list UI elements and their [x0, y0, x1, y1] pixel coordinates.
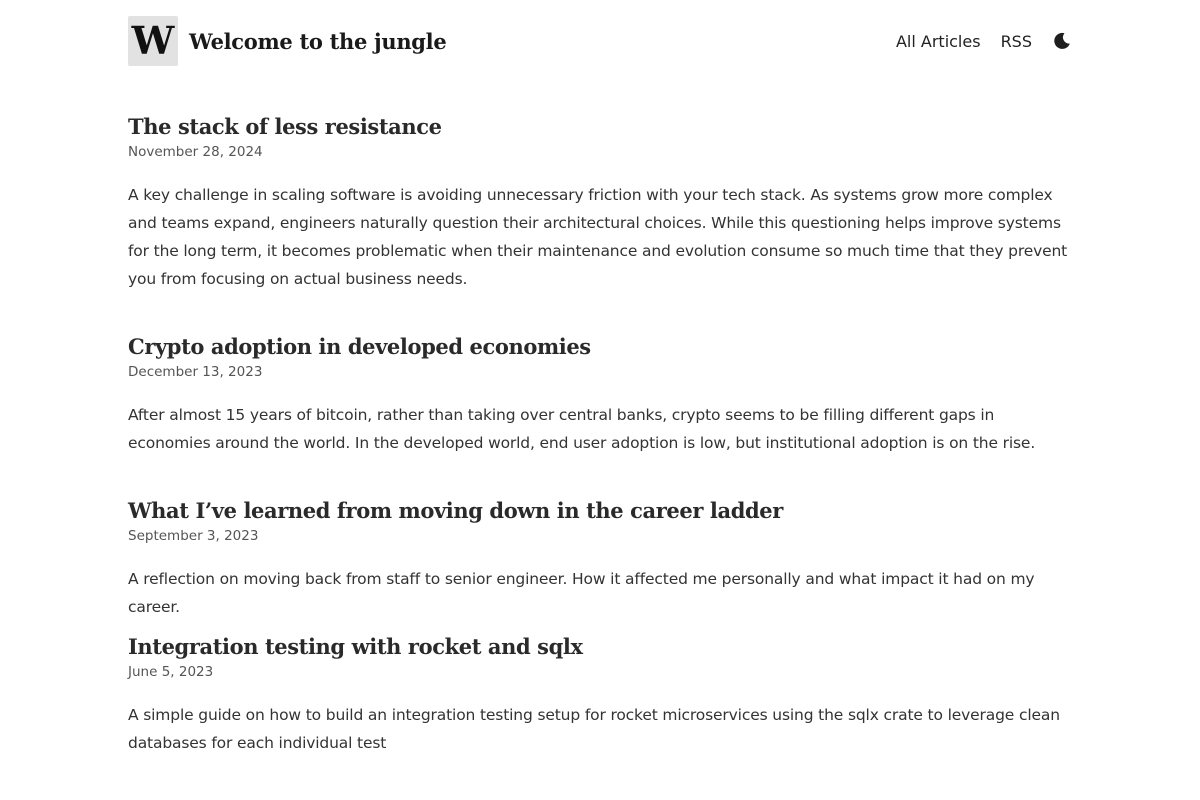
- theme-toggle-button[interactable]: [1052, 31, 1072, 51]
- article-item: [128, 633, 1072, 763]
- article-title-link[interactable]: Crypto adoption in developed economies: [128, 334, 591, 359]
- article-date: September 3, 2023: [128, 528, 259, 544]
- article-title-link[interactable]: What I’ve learned from moving down in the career ladder: [128, 498, 783, 523]
- article-title: [128, 497, 1072, 525]
- article-date: November 28, 2024: [128, 144, 263, 160]
- site-header: [128, 0, 1072, 82]
- article-item: [128, 113, 1072, 333]
- article-date: June 5, 2023: [128, 664, 214, 680]
- nav-all-articles[interactable]: All Articles: [895, 31, 981, 51]
- article-list: [128, 82, 1072, 763]
- site-logo: W: [128, 16, 178, 66]
- nav-rss[interactable]: RSS: [1000, 31, 1032, 51]
- article-item: [128, 497, 1072, 633]
- moon-icon: [1053, 32, 1071, 50]
- article-title-link[interactable]: Integration testing with rocket and sqlx: [128, 634, 583, 659]
- article-date: December 13, 2023: [128, 364, 263, 380]
- home-link[interactable]: [128, 16, 446, 66]
- article-item: [128, 333, 1072, 497]
- article-title: [128, 113, 1072, 141]
- site-nav: [876, 28, 1072, 54]
- site-title: Welcome to the jungle: [189, 28, 447, 54]
- article-summary: A key challenge in scaling software is avoiding unnecessary friction with your tech stack. As systems grow more complex and teams expand, engineers naturally question their architectural choices. While this questioning helps improve systems for the long term, it becomes problematic when their maintenance and evolution consume so much time that they prevent you from focusing on actual business needs.: [128, 186, 1068, 288]
- article-summary: A simple guide on how to build an integration testing setup for rocket microservices using the sqlx crate to leverage clean databases for each individual test: [128, 706, 1060, 752]
- article-summary: A reflection on moving back from staff to senior engineer. How it affected me personally and what impact it had on my career.: [128, 570, 1035, 616]
- article-summary: After almost 15 years of bitcoin, rather than taking over central banks, crypto seems to be filling different gaps in economies around the world. In the developed world, end user adoption is low, but institutional adoption is on the rise.: [128, 406, 1036, 452]
- page-container: [128, 0, 1072, 763]
- article-title: [128, 633, 1072, 661]
- article-title: [128, 333, 1072, 361]
- article-title-link[interactable]: The stack of less resistance: [128, 114, 442, 139]
